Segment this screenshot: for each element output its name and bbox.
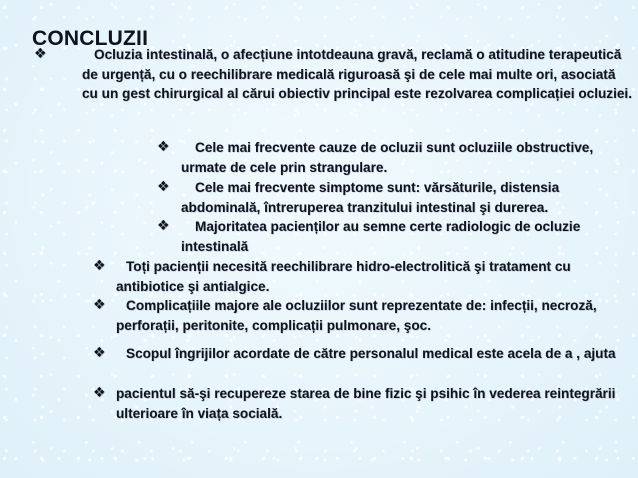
bullet-text: Majoritatea pacienților au semne certe radiologic de ocluzie intestinală	[181, 219, 581, 254]
bullet-item	[157, 178, 627, 217]
diamond-bullet-icon: ❖	[93, 258, 106, 274]
bullet-item	[34, 45, 634, 104]
bullet-item	[93, 384, 623, 423]
bullet-item	[93, 257, 623, 296]
diamond-bullet-icon: ❖	[34, 46, 47, 62]
diamond-bullet-icon: ❖	[93, 385, 106, 401]
bullet-text: Scopul îngrijilor acordate de către personalul medical este acela de a , ajuta	[126, 346, 616, 361]
bullet-item	[157, 138, 627, 177]
bullet-text: Cele mai frecvente cauze de ocluzii sunt ocluziile obstructive, urmate de cele prin strangulare.	[181, 140, 594, 175]
bullet-text: Complicațiile majore ale ocluziilor sunt reprezentate de: infecții, necroză, perforații, peritonite, complicații pulmonare, şoc.	[116, 298, 597, 333]
bullet-text: pacientul să-şi recupereze starea de bine fizic şi psihic în vederea reintegrării ulterioare în viața socială.	[116, 386, 616, 421]
bullet-text: Cele mai frecvente simptome sunt: vărsăturile, distensia abdominală, întreruperea tranzitului intestinal şi durerea.	[181, 180, 560, 215]
slide-title: CONCLUZII	[32, 27, 149, 50]
bullet-item	[93, 344, 623, 364]
diamond-bullet-icon: ❖	[157, 139, 170, 155]
bullet-text: Ocluzia intestinală, o afecțiune intotdeauna gravă, reclamă o atitudine terapeutică de urgență, cu o reechilibrare medicală riguroasă şi de cele mai multe ori, asociată cu un gest chirurgical al cărui obiectiv principal este rezolvarea complicației ocluziei.	[82, 47, 632, 102]
diamond-bullet-icon: ❖	[157, 179, 170, 195]
bullet-text: Toți pacienții necesită reechilibrare hidro-electrolitică şi tratament cu antibiotice şi antialgice.	[116, 259, 571, 294]
diamond-bullet-icon: ❖	[93, 297, 106, 313]
bullet-item	[157, 217, 627, 256]
diamond-bullet-icon: ❖	[157, 218, 170, 234]
diamond-bullet-icon: ❖	[93, 345, 106, 361]
bullet-item	[93, 296, 623, 335]
